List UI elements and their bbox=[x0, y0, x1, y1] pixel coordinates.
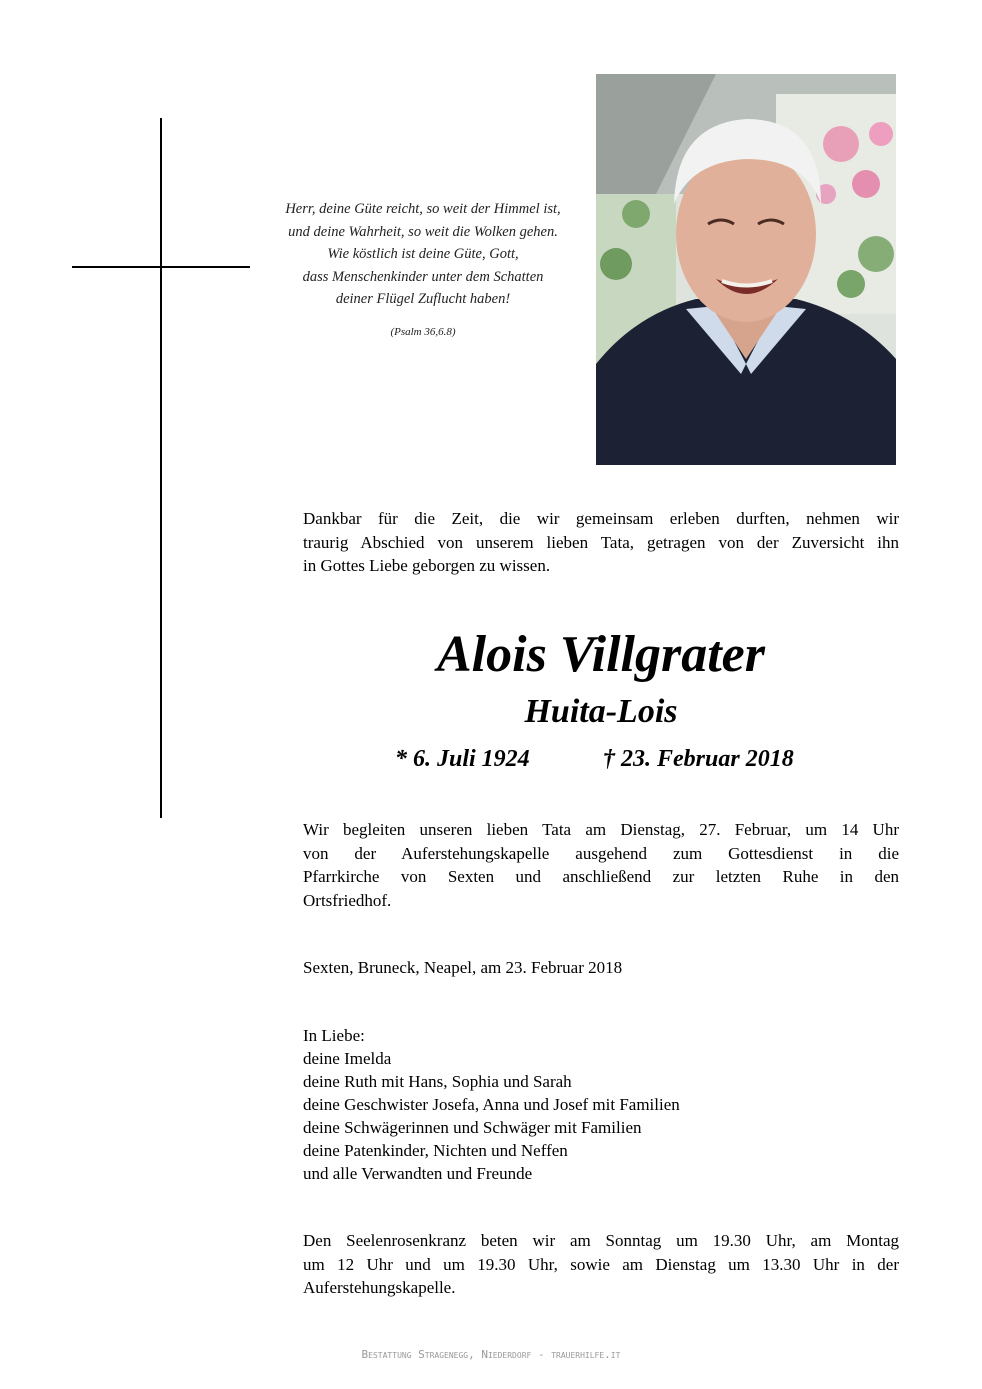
mourner-line: deine Imelda bbox=[303, 1049, 392, 1068]
birth-date: * 6. Juli 1924 bbox=[395, 746, 530, 772]
verse-line: Wie köstlich ist deine Güte, Gott, bbox=[327, 246, 519, 262]
mourner-line: deine Geschwister Josefa, Anna und Josef mit Familien bbox=[303, 1095, 680, 1114]
funeral-line: von der Auferstehungskapelle ausgehend zum Gottesdienst in die bbox=[303, 843, 899, 863]
rosary-line: Auferstehungskapelle. bbox=[303, 1278, 456, 1297]
intro-line: Dankbar für die Zeit, die wir gemeinsam erleben durften, nehmen wir bbox=[303, 509, 899, 528]
deceased-name: Alois Villgrater bbox=[437, 626, 765, 683]
footer-credit: Bestattung Stragenegg, Niederdorf - trauerhilfe.it bbox=[361, 1348, 621, 1361]
rosary-line: Den Seelenrosenkranz beten wir am Sonntag um 19.30 Uhr, am Montag bbox=[303, 1231, 899, 1250]
mourner-line: deine Patenkinder, Nichten und Neffen bbox=[303, 1141, 568, 1160]
funeral-paragraph bbox=[303, 818, 899, 912]
cross-vertical-bar bbox=[160, 118, 162, 818]
rosary-paragraph bbox=[303, 1229, 899, 1300]
mourners-list bbox=[303, 1024, 680, 1185]
rosary-line: um 12 Uhr und um 19.30 Uhr, sowie am Dienstag um 13.30 Uhr in der bbox=[303, 1254, 899, 1274]
intro-line: traurig Abschied von unserem lieben Tata, getragen von der Zuversicht ihn bbox=[303, 532, 899, 552]
intro-paragraph bbox=[303, 507, 899, 578]
bible-verse bbox=[250, 198, 596, 311]
verse-line: und deine Wahrheit, so weit die Wolken gehen. bbox=[288, 223, 558, 240]
place-and-date: Sexten, Bruneck, Neapel, am 23. Februar 2018 bbox=[303, 958, 623, 977]
mourner-line: deine Ruth mit Hans, Sophia und Sarah bbox=[303, 1072, 572, 1091]
mourner-line: deine Schwägerinnen und Schwäger mit Familien bbox=[303, 1118, 642, 1137]
mourners-heading: In Liebe: bbox=[303, 1026, 365, 1045]
verse-line: dass Menschenkinder unter dem Schatten bbox=[302, 268, 544, 285]
portrait-photo bbox=[596, 74, 896, 465]
mourner-line: und alle Verwandten und Freunde bbox=[303, 1164, 533, 1183]
deceased-nickname: Huita-Lois bbox=[524, 693, 678, 730]
funeral-line: Pfarrkirche von Sexten und anschließend zur letzten Ruhe in den bbox=[303, 867, 899, 886]
funeral-line: Wir begleiten unseren lieben Tata am Dienstag, 27. Februar, um 14 Uhr bbox=[303, 820, 899, 839]
verse-line: Herr, deine Güte reicht, so weit der Himmel ist, bbox=[285, 201, 561, 217]
funeral-line: Ortsfriedhof. bbox=[303, 890, 392, 910]
verse-reference: (Psalm 36,6.8) bbox=[390, 326, 456, 338]
death-date: † 23. Februar 2018 bbox=[603, 746, 794, 772]
verse-line: deiner Flügel Zuflucht haben! bbox=[335, 291, 511, 307]
cross-horizontal-bar bbox=[72, 266, 250, 268]
intro-line: in Gottes Liebe geborgen zu wissen. bbox=[303, 556, 551, 575]
